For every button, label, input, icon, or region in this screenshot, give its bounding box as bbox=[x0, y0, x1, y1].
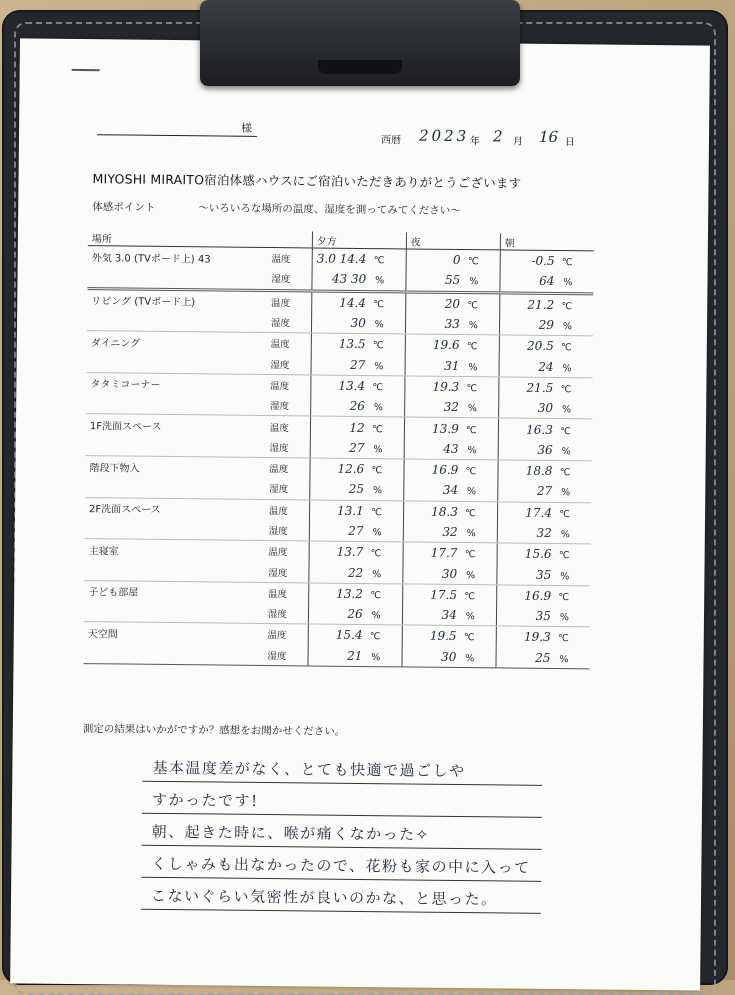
percent-unit: % bbox=[374, 360, 384, 372]
celsius-unit: ℃ bbox=[371, 423, 383, 435]
value-cell bbox=[405, 313, 499, 335]
percent-unit: % bbox=[561, 487, 571, 499]
humidity-value: 27 bbox=[536, 484, 553, 499]
percent-unit: % bbox=[559, 612, 569, 624]
value-cell bbox=[406, 249, 500, 271]
celsius-unit: ℃ bbox=[464, 590, 476, 603]
location-cell bbox=[87, 310, 271, 333]
celsius-unit: ℃ bbox=[559, 508, 571, 520]
humidity-value: 35 bbox=[535, 609, 551, 624]
humidity-value: 55 bbox=[444, 273, 461, 288]
header-morning: 朝 bbox=[500, 233, 594, 250]
percent-unit: % bbox=[371, 651, 381, 663]
celsius-unit: ℃ bbox=[372, 340, 384, 352]
location-cell bbox=[83, 643, 267, 666]
value-cell bbox=[310, 416, 404, 438]
location-cell: 子ども部屋 bbox=[88, 587, 139, 600]
temperature-value: 13.9 bbox=[431, 421, 459, 436]
value-cell bbox=[498, 418, 592, 440]
value-cell bbox=[312, 269, 406, 292]
value-cell bbox=[309, 500, 403, 522]
temperature-label: 温度 bbox=[270, 380, 290, 393]
answer-text: すかったです! bbox=[151, 790, 259, 810]
temperature-value: 13.5 bbox=[338, 337, 366, 352]
humidity-value: 64 bbox=[539, 274, 555, 289]
humidity-value: 30 bbox=[441, 566, 458, 581]
humidity-value: 26 bbox=[349, 399, 365, 414]
value-cell bbox=[496, 647, 590, 669]
clipboard-clip bbox=[200, 0, 520, 86]
celsius-unit: ℃ bbox=[558, 591, 570, 604]
location-cell: タタミコーナー bbox=[90, 379, 161, 392]
value-cell bbox=[496, 626, 590, 648]
value-cell bbox=[500, 271, 594, 294]
temperature-value: 19.3 bbox=[523, 630, 551, 645]
percent-unit: % bbox=[373, 402, 383, 414]
addressee-line bbox=[97, 133, 257, 137]
value-cell bbox=[500, 293, 594, 316]
temperature-value: 20 bbox=[444, 296, 461, 311]
value-cell bbox=[499, 335, 593, 357]
percent-unit: % bbox=[372, 485, 383, 497]
answer-line bbox=[141, 878, 541, 914]
celsius-unit: ℃ bbox=[467, 256, 479, 268]
temperature-value: 19.3 bbox=[432, 379, 460, 394]
value-cell bbox=[497, 585, 591, 607]
temperature-value: 16.3 bbox=[526, 422, 553, 437]
header-location: 場所 bbox=[88, 229, 312, 248]
location-cell bbox=[85, 518, 269, 541]
percent-unit: % bbox=[560, 570, 570, 582]
celsius-unit: ℃ bbox=[369, 631, 381, 643]
percent-unit: % bbox=[467, 403, 478, 415]
humidity-value: 25 bbox=[348, 482, 365, 497]
answer-text: 朝、起きた時に、喉が痛くなかった✧ bbox=[151, 822, 430, 844]
answer-text: 基本温度差がなく、とても快適で過ごしや bbox=[152, 758, 466, 781]
temperature-value: 13.4 bbox=[338, 378, 366, 393]
value-cell bbox=[498, 460, 592, 482]
percent-unit: % bbox=[563, 277, 573, 289]
celsius-unit: ℃ bbox=[557, 633, 569, 645]
location-cell bbox=[84, 560, 268, 583]
humidity-label: 湿度 bbox=[268, 603, 309, 624]
answer-lines bbox=[141, 750, 543, 914]
location-cell bbox=[86, 393, 270, 416]
percent-unit: % bbox=[465, 652, 475, 664]
humidity-label: 湿度 bbox=[267, 645, 308, 666]
value-cell bbox=[311, 312, 405, 334]
temperature-value: 0 bbox=[452, 253, 461, 268]
value-cell bbox=[405, 292, 499, 315]
value-cell bbox=[404, 417, 498, 439]
temperature-value: 17.4 bbox=[525, 505, 553, 520]
subtitle-text: 〜いろいろな場所の温度、湿度を測ってみてください〜 bbox=[198, 202, 461, 218]
celsius-unit: ℃ bbox=[371, 465, 383, 477]
celsius-unit: ℃ bbox=[465, 507, 476, 519]
percent-unit: % bbox=[467, 486, 477, 498]
table-body bbox=[83, 246, 593, 669]
humidity-label: 湿度 bbox=[269, 437, 310, 458]
humidity-value: 36 bbox=[537, 442, 553, 457]
humidity-value: 43 30 bbox=[331, 272, 367, 287]
value-cell bbox=[312, 248, 406, 270]
percent-unit: % bbox=[469, 276, 479, 288]
temperature-value: 3.0 14.4 bbox=[316, 251, 367, 267]
celsius-unit: ℃ bbox=[560, 425, 571, 437]
percent-unit: % bbox=[561, 445, 571, 457]
humidity-value: 22 bbox=[347, 565, 364, 580]
location-cell: 2F洗面スペース bbox=[89, 504, 161, 517]
value-cell bbox=[308, 624, 402, 646]
value-cell bbox=[402, 584, 496, 606]
answer-text: くしゃみも出なかったので、花粉も家の中に入って bbox=[151, 854, 531, 877]
humidity-value: 32 bbox=[442, 524, 458, 539]
location-cell: リビング (TVボード上) bbox=[91, 296, 196, 309]
answer-line bbox=[141, 846, 541, 882]
humidity-value: 25 bbox=[535, 650, 551, 665]
percent-unit: % bbox=[562, 321, 573, 333]
value-cell bbox=[498, 397, 592, 419]
value-cell bbox=[405, 376, 499, 398]
temperature-value: 12 bbox=[349, 420, 365, 435]
temperature-label: 温度 bbox=[270, 339, 290, 351]
humidity-value: 21 bbox=[346, 648, 363, 663]
celsius-unit: ℃ bbox=[558, 550, 570, 562]
humidity-label: 湿度 bbox=[271, 268, 312, 290]
percent-unit: % bbox=[373, 443, 383, 456]
humidity-label: 湿度 bbox=[269, 520, 310, 541]
month-label: 月 bbox=[512, 136, 524, 148]
value-cell bbox=[311, 291, 405, 314]
celsius-unit: ℃ bbox=[466, 383, 478, 395]
date-year: 2023 bbox=[418, 126, 470, 146]
temperature-label: 温度 bbox=[268, 505, 288, 517]
percent-unit: % bbox=[466, 528, 476, 540]
humidity-value: 32 bbox=[536, 525, 552, 540]
value-cell bbox=[405, 355, 499, 377]
value-cell bbox=[310, 375, 404, 397]
temperature-value: 19.6 bbox=[432, 338, 460, 353]
celsius-unit: ℃ bbox=[464, 549, 476, 561]
location-cell bbox=[86, 435, 270, 458]
value-cell bbox=[402, 604, 496, 626]
value-cell bbox=[402, 646, 496, 668]
value-cell bbox=[404, 438, 498, 460]
value-cell bbox=[311, 354, 405, 376]
location-cell: ダイニング bbox=[90, 337, 141, 350]
temperature-value: 15.4 bbox=[335, 628, 363, 643]
humidity-value: 30 bbox=[350, 315, 366, 331]
value-cell bbox=[308, 645, 402, 667]
humidity-value: 33 bbox=[444, 316, 460, 332]
celsius-unit: ℃ bbox=[373, 298, 385, 310]
percent-unit: % bbox=[561, 404, 572, 416]
celsius-unit: ℃ bbox=[467, 299, 479, 311]
location-cell bbox=[87, 266, 271, 290]
humidity-label: 湿度 bbox=[268, 561, 309, 582]
celsius-unit: ℃ bbox=[370, 548, 382, 560]
location-cell bbox=[84, 601, 268, 624]
percent-unit: % bbox=[562, 362, 572, 374]
location-cell: 1F洗面スペース bbox=[89, 421, 162, 433]
value-cell bbox=[309, 479, 403, 501]
celsius-unit: ℃ bbox=[372, 382, 384, 394]
value-cell bbox=[403, 521, 497, 543]
value-cell bbox=[404, 397, 498, 419]
value-cell bbox=[405, 334, 499, 356]
header-evening: 夕方 bbox=[312, 231, 406, 248]
value-cell bbox=[308, 603, 402, 625]
value-cell bbox=[406, 270, 500, 293]
temperature-label: 温度 bbox=[267, 630, 287, 642]
temperature-label: 温度 bbox=[269, 422, 289, 434]
value-cell bbox=[309, 562, 403, 584]
humidity-value: 34 bbox=[442, 483, 459, 498]
temperature-value: 16.9 bbox=[524, 588, 552, 603]
temperature-value: 21.2 bbox=[527, 297, 555, 312]
addressee-suffix: 様 bbox=[241, 121, 253, 135]
celsius-unit: ℃ bbox=[560, 383, 572, 396]
location-cell bbox=[85, 476, 269, 499]
humidity-value: 32 bbox=[443, 400, 460, 415]
value-cell bbox=[497, 501, 591, 523]
date-day: 16 bbox=[538, 127, 559, 147]
percent-unit: % bbox=[468, 320, 478, 332]
temperature-value: 18.8 bbox=[525, 463, 553, 479]
location-cell bbox=[87, 352, 271, 375]
celsius-unit: ℃ bbox=[465, 466, 477, 478]
percent-unit: % bbox=[560, 529, 570, 541]
subtitle-label: 体感ポイント bbox=[92, 201, 156, 214]
humidity-value: 35 bbox=[536, 567, 552, 582]
percent-unit: % bbox=[468, 361, 478, 373]
temperature-value: 12.6 bbox=[337, 461, 365, 477]
temperature-label: 温度 bbox=[269, 464, 289, 476]
survey-sheet bbox=[10, 38, 710, 990]
temperature-value: 13.1 bbox=[337, 503, 364, 518]
celsius-unit: ℃ bbox=[466, 341, 478, 353]
temperature-value: 21.5 bbox=[526, 380, 554, 395]
location-cell: 外気 3.0 (TVボード上) 43 bbox=[91, 252, 211, 266]
humidity-value: 27 bbox=[349, 440, 365, 455]
celsius-unit: ℃ bbox=[463, 632, 475, 644]
temperature-label: 温度 bbox=[267, 588, 288, 601]
value-cell bbox=[310, 396, 404, 418]
value-cell bbox=[499, 356, 593, 378]
header-night: 夜 bbox=[406, 232, 500, 249]
survey-question: 測定の結果はいかがですか？感想をお聞かせください。 bbox=[82, 723, 346, 738]
temperature-value: 14.4 bbox=[339, 295, 367, 310]
table-row bbox=[83, 643, 589, 669]
temperature-value: 13.7 bbox=[336, 545, 364, 560]
humidity-value: 31 bbox=[444, 358, 460, 373]
humidity-value: 26 bbox=[347, 607, 363, 622]
temperature-value: 15.6 bbox=[524, 546, 552, 562]
value-cell bbox=[402, 625, 496, 647]
value-cell bbox=[311, 333, 405, 355]
location-cell: 天空間 bbox=[87, 629, 118, 641]
temperature-label: 温度 bbox=[268, 547, 288, 559]
humidity-value: 27 bbox=[349, 357, 366, 372]
value-cell bbox=[499, 377, 593, 399]
value-cell bbox=[309, 520, 403, 542]
value-cell bbox=[403, 563, 497, 585]
percent-unit: % bbox=[372, 568, 382, 580]
humidity-label: 湿度 bbox=[269, 478, 310, 499]
temperature-value: -0.5 bbox=[531, 253, 555, 269]
answer-text: こないぐらい気密性が良いのかな、と思った。 bbox=[150, 886, 498, 909]
value-cell bbox=[308, 583, 402, 605]
celsius-unit: ℃ bbox=[559, 467, 571, 479]
humidity-label: 湿度 bbox=[270, 354, 311, 375]
celsius-unit: ℃ bbox=[370, 589, 381, 602]
value-cell bbox=[310, 437, 404, 459]
value-cell bbox=[403, 500, 497, 522]
celsius-unit: ℃ bbox=[560, 342, 572, 354]
location-cell: 階段下物入 bbox=[89, 462, 140, 475]
value-cell bbox=[500, 250, 594, 272]
value-cell bbox=[404, 480, 498, 502]
temperature-value: 17.5 bbox=[430, 587, 458, 602]
value-cell bbox=[403, 542, 497, 564]
humidity-value: 24 bbox=[538, 359, 554, 374]
humidity-label: 湿度 bbox=[271, 312, 312, 333]
humidity-value: 27 bbox=[348, 523, 364, 539]
temperature-value: 18.3 bbox=[431, 504, 458, 519]
temperature-value: 16.9 bbox=[431, 462, 459, 478]
value-cell bbox=[404, 459, 498, 481]
date-month: 2 bbox=[492, 127, 503, 146]
day-label: 日 bbox=[564, 137, 576, 149]
answer-line bbox=[142, 782, 542, 818]
answer-line bbox=[142, 750, 542, 786]
value-cell bbox=[499, 314, 593, 336]
value-cell bbox=[496, 605, 590, 627]
value-cell bbox=[309, 541, 403, 563]
percent-unit: % bbox=[465, 611, 475, 623]
value-cell bbox=[498, 439, 592, 461]
humidity-label: 湿度 bbox=[270, 395, 311, 416]
page-title: MIYOSHI MIRAITO宿泊体感ハウスにご宿泊いただきありがとうございます bbox=[92, 171, 522, 191]
percent-unit: % bbox=[467, 444, 477, 457]
celsius-unit: ℃ bbox=[371, 506, 382, 518]
temperature-label: 温度 bbox=[270, 297, 291, 309]
temperature-value: 19.5 bbox=[429, 629, 457, 644]
value-cell bbox=[497, 522, 591, 544]
location-cell: 主寝室 bbox=[88, 545, 119, 558]
percent-unit: % bbox=[372, 527, 382, 539]
year-label: 年 bbox=[469, 136, 481, 148]
temperature-value: 17.7 bbox=[430, 546, 458, 561]
value-cell bbox=[497, 543, 591, 565]
percent-unit: % bbox=[371, 610, 381, 622]
corner-mark bbox=[72, 69, 100, 71]
percent-unit: % bbox=[374, 319, 384, 331]
era-label: 西暦 bbox=[380, 135, 402, 147]
humidity-value: 43 bbox=[443, 441, 459, 456]
humidity-value: 30 bbox=[537, 401, 554, 416]
answer-line bbox=[142, 814, 542, 850]
percent-unit: % bbox=[559, 653, 569, 665]
temperature-value: 13.2 bbox=[336, 586, 363, 601]
celsius-unit: ℃ bbox=[373, 255, 385, 267]
temperature-label: 温度 bbox=[271, 254, 291, 266]
percent-unit: % bbox=[375, 275, 385, 287]
value-cell bbox=[498, 481, 592, 503]
temperature-value: 20.5 bbox=[526, 339, 554, 354]
percent-unit: % bbox=[466, 569, 476, 581]
celsius-unit: ℃ bbox=[466, 424, 477, 436]
humidity-value: 34 bbox=[441, 608, 457, 623]
value-cell bbox=[497, 564, 591, 586]
value-cell bbox=[310, 458, 404, 480]
celsius-unit: ℃ bbox=[561, 257, 573, 269]
celsius-unit: ℃ bbox=[561, 300, 573, 312]
measurement-table bbox=[83, 229, 594, 669]
humidity-value: 29 bbox=[538, 317, 555, 333]
humidity-value: 30 bbox=[441, 649, 457, 664]
